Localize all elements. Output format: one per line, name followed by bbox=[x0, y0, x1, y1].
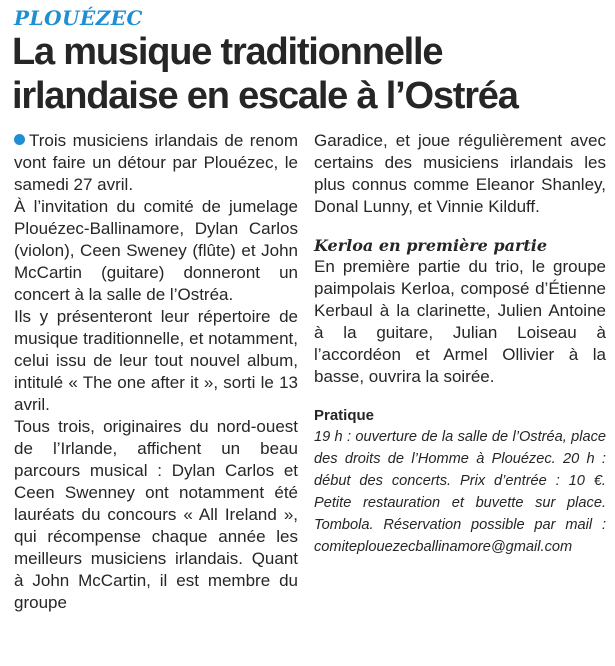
bullet-dot-icon bbox=[14, 134, 25, 145]
paragraph-origins: Tous trois, originaires du nord-ouest de l’Irlande, affichent un beau parcours musical : Dylan Carlos et Ceen Swenney ont notamment été lauréats du concours « All Ireland », qui récompense chaque année les meilleurs musiciens irlandais. Quant à John McCartin, il est membre du groupe bbox=[14, 417, 298, 612]
kicker-location: PLOUÉZEC bbox=[14, 6, 143, 30]
paragraph-intro-text: Trois musiciens irlandais de renom vont faire un détour par Plouézec, le samedi 27 avril. bbox=[14, 131, 298, 194]
subheading-first-part: Kerloa en première partie bbox=[314, 236, 548, 255]
column-left bbox=[14, 130, 298, 614]
column-right bbox=[314, 130, 606, 558]
paragraph-repertoire: Ils y présenteront leur répertoire de musique traditionnelle, et notamment, celui issu de leur tout nouvel album, intitulé « The one after it », sorti le 13 avril. bbox=[14, 307, 298, 414]
headline: La musique traditionnelle irlandaise en escale à l’Ostréa bbox=[12, 31, 518, 117]
paragraph-invitation: À l’invitation du comité de jumelage Plouézec-Ballinamore, Dylan Carlos (violon), Ceen Sweney (flûte) et John McCartin (guitare) donneront un concert à la salle de l’Ostréa. bbox=[14, 197, 298, 304]
info-title: Pratique bbox=[314, 407, 375, 424]
paragraph-kerloa: En première partie du trio, le groupe paimpolais Kerloa, composé d’Étienne Kerbaul à la clarinette, Julien Antoine à la guitare, Julian Loiseau à l’accordéon et Armel Ollivier à la basse, ouvrira la soirée. bbox=[314, 257, 606, 386]
info-text: 19 h : ouverture de la salle de l’Ostréa, place des droits de l’Homme à Plouézec. 20 h : début des concerts. Prix d’entrée : 10 €. Petite restauration et buvette sur place. Tombola. Réservation possible par mail : comiteplouezecballinamore@gmail.com bbox=[314, 429, 606, 555]
paragraph-intro bbox=[14, 130, 298, 196]
paragraph-garadice: Garadice, et joue régulièrement avec certains des musiciens irlandais les plus connus comme Eleanor Shanley, Donal Lunny, et Vinnie Kilduff. bbox=[314, 131, 606, 216]
